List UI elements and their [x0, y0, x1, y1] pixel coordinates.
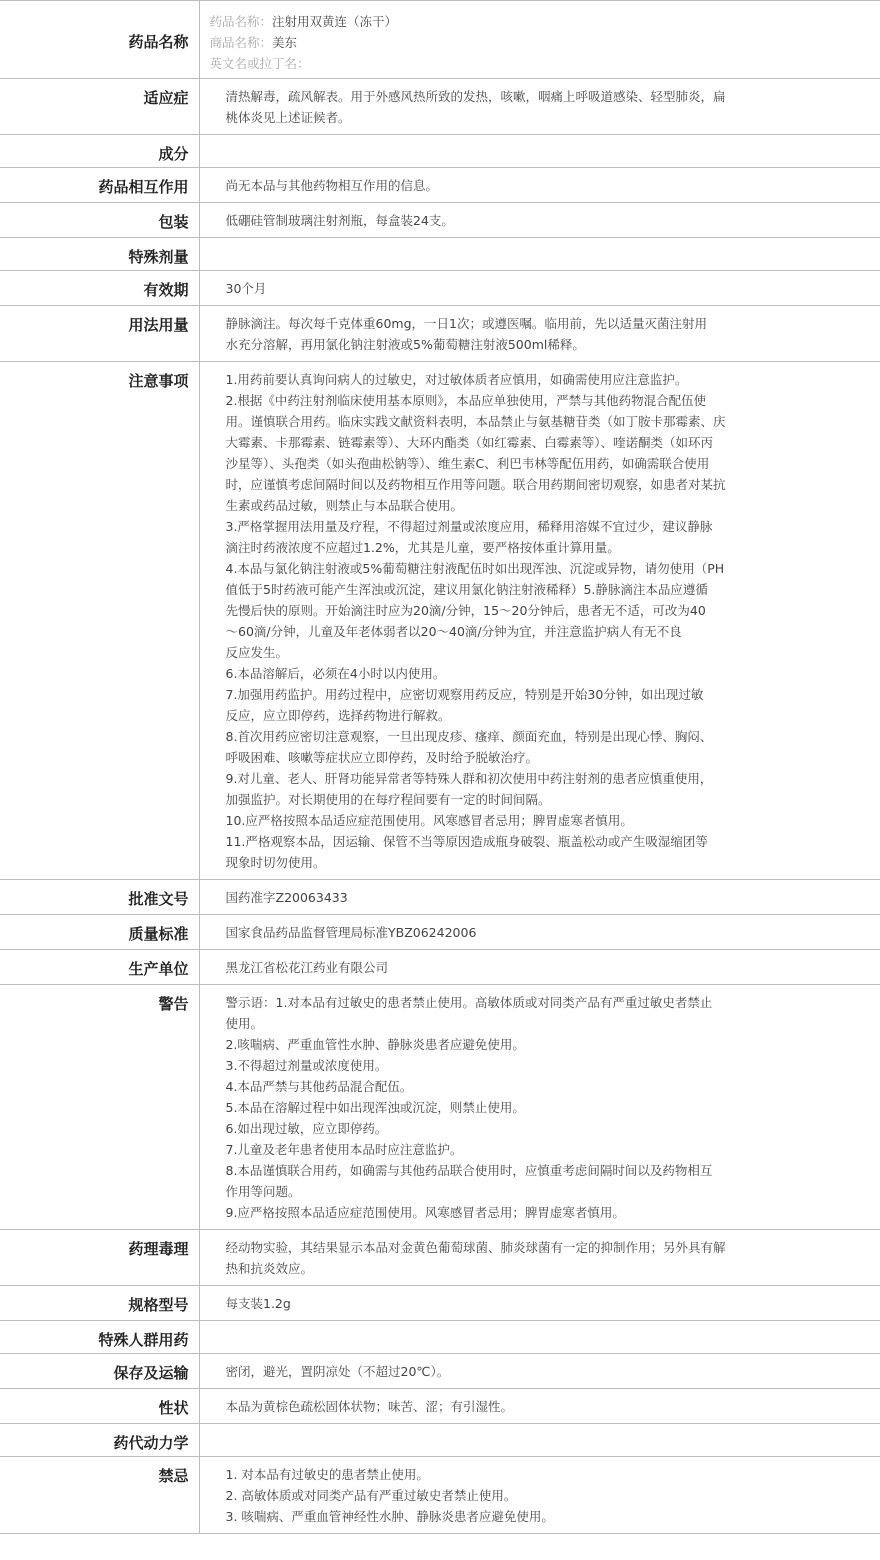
value-line: 生素或药品过敏，则禁止与本品联合使用。 [225, 498, 464, 513]
row-label: 禁忌 [0, 1457, 199, 1534]
trade-name-label: 商品名称： [209, 35, 273, 50]
value-line: 4.本品与氯化钠注射液或5%葡萄糖注射液配伍时如出现浑浊、沉淀或异物，请勿使用（PH [225, 561, 725, 576]
value-line: 沙星等）、头孢类（如头孢曲松钠等）、维生素C、利巴韦林等配伍用药，如确需联合使用 [225, 456, 710, 471]
value-line: 时，应谨慎考虑间隔时间以及药物相互作用等问题。联合用药期间密切观察，如患者对某抗 [225, 477, 726, 492]
row-value [199, 238, 880, 271]
row-validity [0, 271, 880, 306]
row-label: 保存及运输 [0, 1354, 199, 1389]
value-line: 本品为黄棕色疏松固体状物；味苦、涩；有引湿性。 [225, 1399, 514, 1414]
trade-name-line [210, 32, 791, 53]
row-value [199, 950, 880, 985]
value-line: 8.首次用药应密切注意观察，一旦出现皮疹、瘙痒、颜面充血，特别是出现心悸、胸闷、 [225, 729, 713, 744]
value-line: ～60滴/分钟，儿童及年老体弱者以20～40滴/分钟为宜，并注意监护病人有无不良 [225, 624, 682, 639]
value-line: 桃体炎见上述证候者。 [225, 110, 351, 125]
row-value [199, 915, 880, 950]
row-value [199, 79, 880, 135]
value-line: 热和抗炎效应。 [225, 1261, 314, 1276]
value-line: 国药准字Z20063433 [225, 890, 348, 905]
value-line: 水充分溶解，再用氯化钠注射液或5%葡萄糖注射液500ml稀释。 [225, 337, 585, 352]
row-label: 药品名称 [0, 1, 199, 79]
value-line: 经动物实验，其结果显示本品对金黄色葡萄球菌、肺炎球菌有一定的抑制作用；另外具有解 [225, 1240, 726, 1255]
row-label: 注意事项 [0, 362, 199, 880]
value-line: 警示语：1.对本品有过敏史的患者禁止使用。高敏体质或对同类产品有严重过敏史者禁止 [225, 995, 713, 1010]
row-interactions [0, 168, 880, 203]
row-label: 适应症 [0, 79, 199, 135]
row-label: 质量标准 [0, 915, 199, 950]
row-indications [0, 79, 880, 135]
row-label: 性状 [0, 1389, 199, 1424]
value-line: 3.不得超过剂量或浓度使用。 [225, 1058, 388, 1073]
row-label: 生产单位 [0, 950, 199, 985]
row-value [199, 1457, 880, 1534]
value-line: 3.严格掌握用法用量及疗程，不得超过剂量或浓度应用，稀释用溶媒不宜过少，建议静脉 [225, 519, 713, 534]
row-appearance [0, 1389, 880, 1424]
row-label: 特殊剂量 [0, 238, 199, 271]
generic-name-label: 药品名称： [209, 14, 273, 29]
value-line: 2.咳喘病、严重血管性水肿、静脉炎患者应避免使用。 [225, 1037, 525, 1052]
row-storage [0, 1354, 880, 1389]
row-value [199, 203, 880, 238]
row-value [199, 1230, 880, 1286]
value-line: 静脉滴注。每次每千克体重60mg，一日1次；或遵医嘱。临用前，先以适量灭菌注射用 [225, 316, 707, 331]
row-value [199, 1389, 880, 1424]
value-line: 值低于5时药液可能产生浑浊或沉淀，建议用氯化钠注射液稀释）5.静脉滴注本品应遵循 [225, 582, 708, 597]
generic-name-value: 注射用双黄连（冻干） [272, 14, 398, 29]
value-line: 滴注时药液浓度不应超过1.2%，尤其是儿童，要严格按体重计算用量。 [225, 540, 620, 555]
value-line: 反应发生。 [225, 645, 289, 660]
value-line: 反应，应立即停药，选择药物进行解救。 [225, 708, 451, 723]
row-pharmacokinetics [0, 1424, 880, 1457]
value-line: 10.应严格按照本品适应症范围使用。风寒感冒者忌用；脾胃虚寒者慎用。 [225, 813, 633, 828]
value-line: 7.加强用药监护。用药过程中，应密切观察用药反应，特别是开始30分钟，如出现过敏 [225, 687, 704, 702]
row-label: 批准文号 [0, 880, 199, 915]
value-line: 7.儿童及老年患者使用本品时应注意监护。 [225, 1142, 463, 1157]
value-line: 9.对儿童、老人、肝肾功能异常者等特殊人群和初次使用中药注射剂的患者应慎重使用， [225, 771, 713, 786]
row-label: 药代动力学 [0, 1424, 199, 1457]
row-value [199, 880, 880, 915]
row-standard [0, 915, 880, 950]
value-line: 8.本品谨慎联合用药，如确需与其他药品联合使用时，应慎重考虑间隔时间以及药物相互 [225, 1163, 713, 1178]
value-line: 11.严格观察本品，因运输、保管不当等原因造成瓶身破裂、瓶盖松动或产生吸湿缩团等 [225, 834, 708, 849]
row-contraindications [0, 1457, 880, 1534]
value-line: 9.应严格按照本品适应症范围使用。风寒感冒者忌用；脾胃虚寒者慎用。 [225, 1205, 625, 1220]
value-line: 4.本品严禁与其他药品混合配伍。 [225, 1079, 413, 1094]
row-value [199, 306, 880, 362]
row-value [199, 135, 880, 168]
value-line: 低硼硅管制玻璃注射剂瓶，每盒装24支。 [225, 213, 454, 228]
value-line: 尚无本品与其他药物相互作用的信息。 [225, 178, 439, 193]
value-line: 2. 高敏体质或对同类产品有严重过敏史者禁止使用。 [225, 1488, 517, 1503]
row-toxicology [0, 1230, 880, 1286]
row-value [199, 1286, 880, 1321]
value-line: 国家食品药品监督管理局标准YBZ06242006 [225, 925, 477, 940]
row-spec [0, 1286, 880, 1321]
value-line: 6.如出现过敏，应立即停药。 [225, 1121, 388, 1136]
value-line: 2.根据《中药注射剂临床使用基本原则》，本品应单独使用，严禁与其他药物混合配伍使 [225, 393, 707, 408]
row-value [199, 1321, 880, 1354]
english-name-line [210, 53, 791, 74]
value-line: 作用等问题。 [225, 1184, 301, 1199]
row-label: 警告 [0, 985, 199, 1230]
value-line: 5.本品在溶解过程中如出现浑浊或沉淀，则禁止使用。 [225, 1100, 525, 1115]
generic-name-line [210, 11, 791, 32]
drug-name-cell [199, 1, 880, 79]
row-value [199, 271, 880, 306]
value-line: 大霉素、卡那霉素、链霉素等）、大环内酯类（如红霉素、白霉素等）、喹诺酮类（如环丙 [225, 435, 714, 450]
trade-name-value: 美东 [272, 35, 298, 50]
row-label: 包装 [0, 203, 199, 238]
row-approval [0, 880, 880, 915]
value-line: 密闭，避光，置阴凉处（不超过20℃）。 [225, 1364, 450, 1379]
value-line: 3. 咳喘病、严重血管神经性水肿、静脉炎患者应避免使用。 [225, 1509, 554, 1524]
value-line: 清热解毒，疏风解表。用于外感风热所致的发热，咳嗽，咽痛上呼吸道感染、轻型肺炎，扁 [225, 89, 726, 104]
value-line: 黑龙江省松花江药业有限公司 [225, 960, 389, 975]
row-special-population [0, 1321, 880, 1354]
value-line: 30个月 [225, 281, 267, 296]
row-ingredients [0, 135, 880, 168]
value-line: 6.本品溶解后，必须在4小时以内使用。 [225, 666, 446, 681]
row-value [199, 362, 880, 880]
row-package [0, 203, 880, 238]
value-line: 用。谨慎联合用药。临床实践文献资料表明，本品禁止与氨基糖苷类（如丁胺卡那霉素、庆 [225, 414, 726, 429]
row-special-dose [0, 238, 880, 271]
value-line: 1. 对本品有过敏史的患者禁止使用。 [225, 1467, 429, 1482]
row-manufacturer [0, 950, 880, 985]
row-value [199, 985, 880, 1230]
row-value [199, 168, 880, 203]
value-line: 现象时切勿使用。 [225, 855, 326, 870]
value-line: 1.用药前要认真询问病人的过敏史，对过敏体质者应慎用，如确需使用应注意监护。 [225, 372, 688, 387]
english-name-label: 英文名或拉丁名： [209, 56, 310, 71]
row-label: 有效期 [0, 271, 199, 306]
row-value [199, 1354, 880, 1389]
value-line: 加强监护。对长期使用的在每疗程间要有一定的时间间隔。 [225, 792, 551, 807]
value-line: 每支装1.2g [225, 1296, 291, 1311]
row-label: 成分 [0, 135, 199, 168]
row-value [199, 1424, 880, 1457]
value-line: 使用。 [225, 1016, 264, 1031]
row-label: 药理毒理 [0, 1230, 199, 1286]
value-line: 呼吸困难、咳嗽等症状应立即停药，及时给予脱敏治疗。 [225, 750, 539, 765]
row-label: 药品相互作用 [0, 168, 199, 203]
value-line: 先慢后快的原则。开始滴注时应为20滴/分钟，15～20分钟后，患者无不适，可改为40 [225, 603, 706, 618]
row-precautions [0, 362, 880, 880]
row-drug-name [0, 1, 880, 79]
row-label: 特殊人群用药 [0, 1321, 199, 1354]
row-label: 规格型号 [0, 1286, 199, 1321]
row-dosage [0, 306, 880, 362]
row-label: 用法用量 [0, 306, 199, 362]
row-warning [0, 985, 880, 1230]
